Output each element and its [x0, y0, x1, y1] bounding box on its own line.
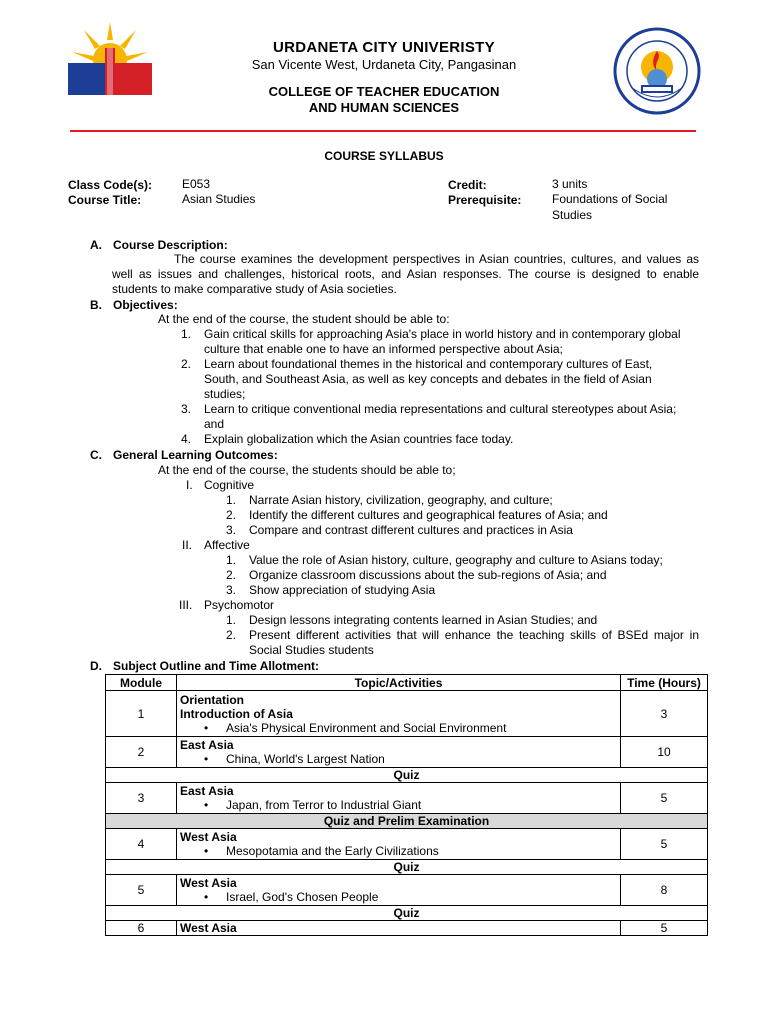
section-a-heading: A. Course Description:: [90, 238, 228, 252]
quiz-label: Quiz: [106, 768, 708, 783]
outcome-group-number: II.: [182, 538, 193, 552]
hours-cell: 8: [621, 875, 708, 906]
section-d-heading: D. Subject Outline and Time Allotment:: [90, 659, 320, 673]
outcome-group-number: III.: [179, 598, 193, 612]
topic-heading: East Asia: [180, 784, 234, 798]
outcomes-intro: At the end of the course, the students should be able to;: [158, 463, 456, 477]
topic-heading: West Asia: [180, 876, 237, 890]
hours-cell: 5: [621, 921, 708, 936]
module-cell: 4: [106, 829, 177, 860]
bullet-icon: •: [204, 752, 209, 766]
college-name-line2: AND HUMAN SCIENCES: [308, 100, 460, 115]
objective-line: culture that enable one to have an informed perspective about Asia;: [204, 342, 563, 356]
topic-heading: East Asia: [180, 738, 234, 752]
outcome-text: Narrate Asian history, civilization, geography, and culture;: [249, 493, 553, 507]
outcome-group-name: Cognitive: [204, 478, 255, 492]
credit-value: 3 units: [552, 177, 588, 191]
module-cell: 3: [106, 783, 177, 814]
quiz-label: Quiz: [106, 860, 708, 875]
topic-item: Japan, from Terror to Industrial Giant: [226, 798, 422, 812]
topic-heading: West Asia: [180, 830, 237, 844]
column-header-topic: Topic/Activities: [177, 675, 621, 691]
bullet-icon: •: [204, 890, 209, 904]
outcome-text: Compare and contrast different cultures and practices in Asia: [249, 523, 573, 537]
topic-heading: West Asia: [180, 921, 237, 935]
section-c-heading: C. General Learning Outcomes:: [90, 448, 278, 462]
class-code-value: E053: [182, 177, 211, 191]
objective-line: South, and Southeast Asia, as well as key concepts and debates in the field of Asian: [204, 372, 652, 386]
hours-cell: 10: [621, 737, 708, 768]
column-header-module: Module: [106, 675, 177, 691]
university-name: URDANETA CITY UNIVERISTY: [273, 39, 495, 56]
outcome-text: Identify the different cultures and geographical features of Asia; and: [249, 508, 608, 522]
outcome-number: 2.: [226, 508, 237, 522]
hours-cell: 5: [621, 829, 708, 860]
university-address: San Vicente West, Urdaneta City, Pangasinan: [251, 57, 517, 72]
college-name-line1: COLLEGE OF TEACHER EDUCATION: [268, 84, 500, 99]
topic-item: China, World's Largest Nation: [226, 752, 385, 766]
course-title-value: Asian Studies: [182, 192, 256, 206]
table-row: [106, 691, 708, 737]
outcome-number: 1.: [226, 553, 237, 567]
hours-cell: 5: [621, 783, 708, 814]
outcome-text: Design lessons integrating contents learned in Asian Studies; and: [249, 613, 598, 627]
bullet-icon: •: [204, 844, 209, 858]
outcome-text: Show appreciation of studying Asia: [249, 583, 436, 597]
objective-line: Learn to critique conventional media representations and cultural stereotypes about Asia;: [204, 402, 677, 416]
course-title-label: Course Title:: [68, 193, 142, 207]
prerequisite-label: Prerequisite:: [448, 193, 522, 207]
prerequisite-value-line2: Studies: [552, 208, 593, 222]
objective-number: 1.: [181, 327, 192, 341]
document-title: COURSE SYLLABUS: [324, 149, 444, 163]
outcome-number: 3.: [226, 523, 237, 537]
objective-line: Gain critical skills for approaching Asia's place in world history and in contemporary global: [204, 327, 681, 341]
outcome-group-name: Affective: [204, 538, 250, 552]
objective-line: Explain globalization which the Asian countries face today.: [204, 432, 514, 446]
outcome-number: 3.: [226, 583, 237, 597]
quiz-label: Quiz and Prelim Examination: [106, 814, 708, 829]
outcome-text: Present different activities that will enhance the teaching skills of BSEd major in: [249, 628, 699, 642]
table-row: [106, 921, 708, 936]
description-line: well as issues and challenges, historical roots, and Asian responses. The course is designed to enable: [112, 267, 699, 281]
objective-number: 4.: [181, 432, 192, 446]
credit-label: Credit:: [448, 178, 487, 192]
outcome-text-continued: Social Studies students: [249, 643, 374, 657]
subject-outline-table: [105, 674, 708, 936]
bullet-icon: •: [204, 798, 209, 812]
topic-heading: Introduction of Asia: [180, 706, 293, 721]
description-line: students to make comparative study of Asia societies.: [112, 282, 397, 296]
header-divider: [70, 130, 696, 132]
topic-item: Mesopotamia and the Early Civilizations: [226, 844, 439, 858]
table-header-row: [106, 675, 708, 691]
section-b-heading: B. Objectives:: [90, 298, 178, 312]
class-code-label: Class Code(s):: [68, 178, 153, 192]
module-cell: 6: [106, 921, 177, 936]
table-row: [106, 737, 708, 768]
outcome-number: 1.: [226, 613, 237, 627]
outcome-number: 1.: [226, 493, 237, 507]
hours-cell: 3: [621, 691, 708, 737]
outcome-text: Value the role of Asian history, culture, geography and culture to Asians today;: [249, 553, 663, 567]
quiz-row: [106, 860, 708, 875]
outcome-number: 2.: [226, 628, 237, 642]
prerequisite-value-line1: Foundations of Social: [552, 192, 668, 206]
bullet-icon: •: [204, 720, 209, 735]
topic-heading: Orientation: [180, 692, 245, 707]
outcome-group-number: I.: [186, 478, 193, 492]
outcome-number: 2.: [226, 568, 237, 582]
outcome-text: Organize classroom discussions about the sub-regions of Asia; and: [249, 568, 607, 582]
description-line: The course examines the development perspectives in Asian countries, cultures, and values as: [174, 252, 699, 266]
quiz-label: Quiz: [106, 906, 708, 921]
module-cell: 5: [106, 875, 177, 906]
quiz-row: [106, 814, 708, 829]
objective-number: 2.: [181, 357, 192, 371]
column-header-time: Time (Hours): [621, 675, 708, 691]
table-row: [106, 783, 708, 814]
quiz-row: [106, 906, 708, 921]
table-row: [106, 875, 708, 906]
objective-line: and: [204, 417, 225, 431]
quiz-row: [106, 768, 708, 783]
objective-line: Learn about foundational themes in the historical and contemporary cultures of East,: [204, 357, 653, 371]
objectives-intro: At the end of the course, the student should be able to:: [158, 312, 450, 326]
module-cell: 1: [106, 691, 177, 737]
topic-item: Israel, God's Chosen People: [226, 890, 379, 904]
objective-line: studies;: [204, 387, 246, 401]
module-cell: 2: [106, 737, 177, 768]
topic-item: Asia's Physical Environment and Social Environment: [226, 720, 507, 735]
outcome-group-name: Psychomotor: [204, 598, 275, 612]
table-row: [106, 829, 708, 860]
objective-number: 3.: [181, 402, 192, 416]
